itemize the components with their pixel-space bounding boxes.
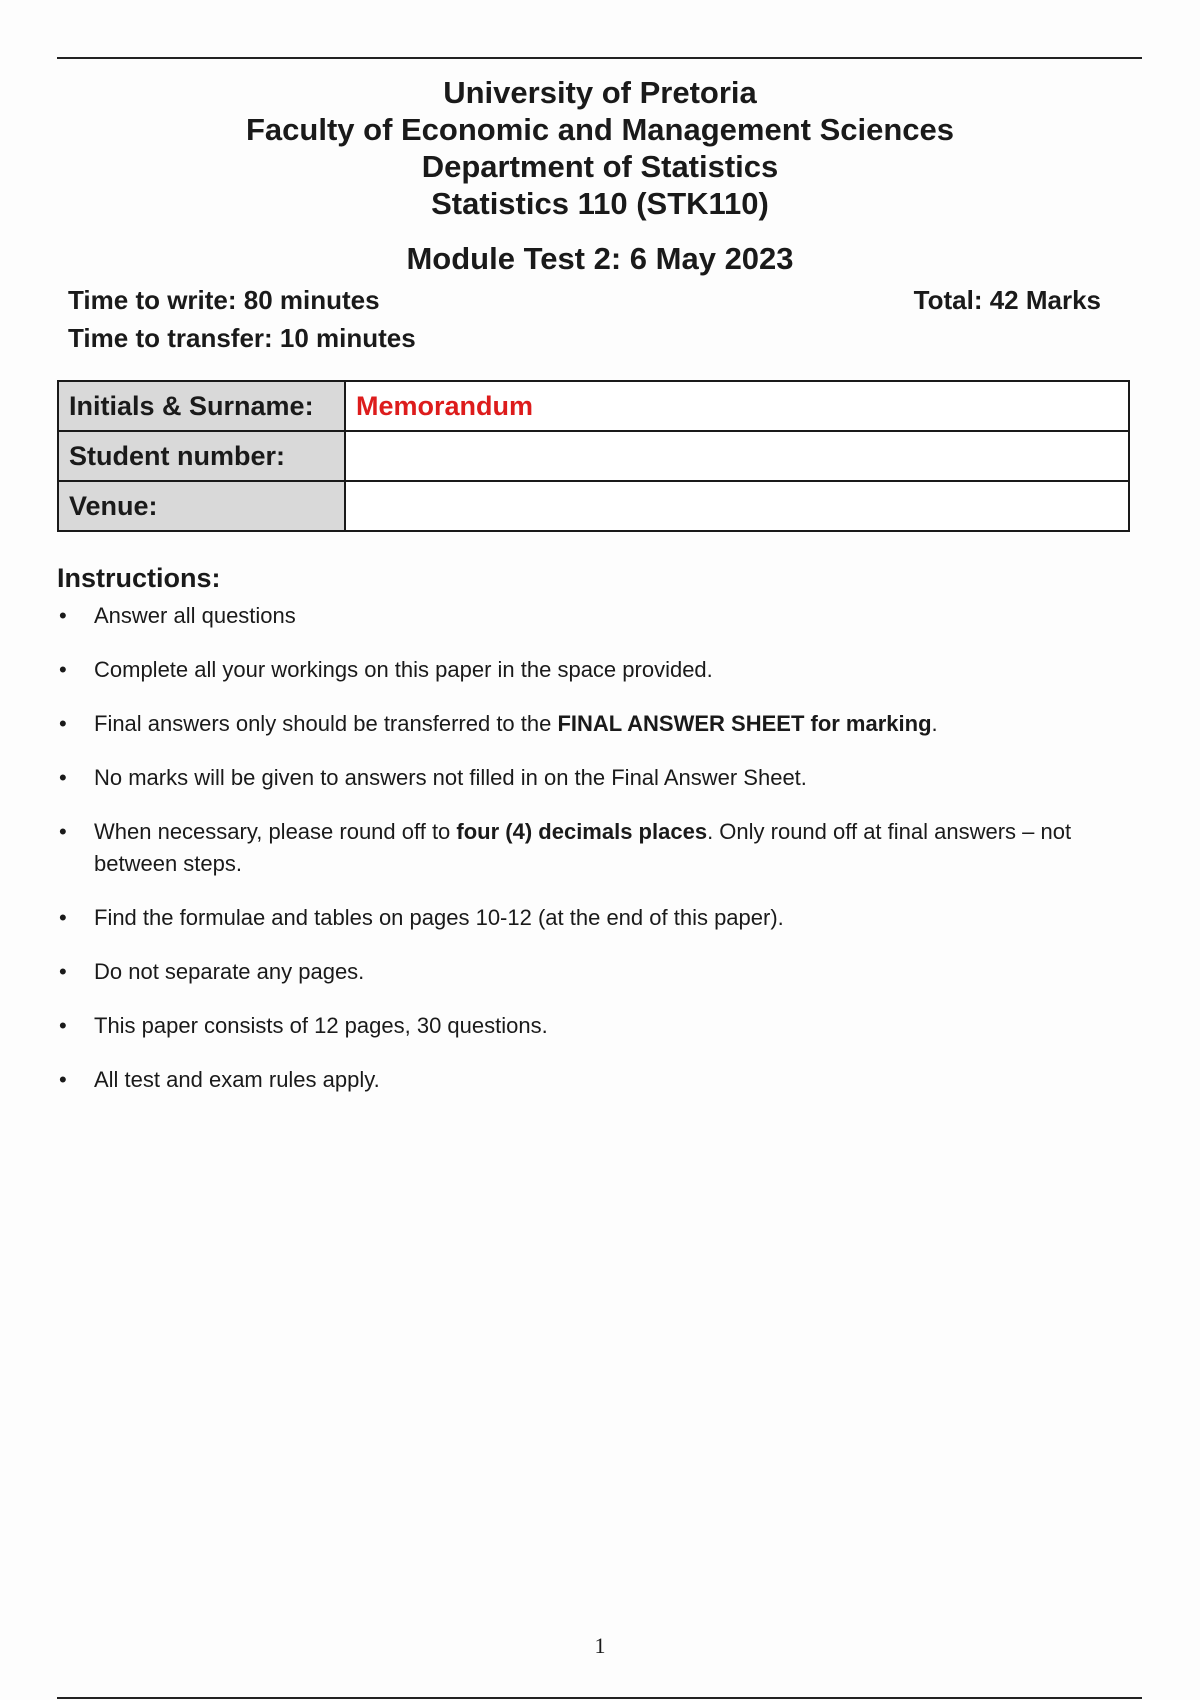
top-rule: [57, 57, 1142, 59]
document-header: [0, 74, 1200, 222]
instruction-text: This paper consists of 12 pages, 30 questions.: [94, 1013, 548, 1038]
instructions-heading: Instructions:: [57, 563, 221, 593]
instruction-text: Do not separate any pages.: [94, 959, 365, 984]
name-row: [58, 381, 1129, 431]
university-name: University of Pretoria: [443, 75, 757, 110]
bullet-icon: •: [59, 711, 67, 736]
faculty-name: Faculty of Economic and Management Sciences: [245, 112, 955, 147]
name-label: Initials & Surname:: [58, 381, 345, 431]
page-number: 1: [594, 1633, 606, 1658]
instruction-text: .: [931, 711, 938, 736]
instruction-emphasis: four (4) decimals places: [456, 819, 708, 844]
student-number-label: Student number:: [58, 431, 345, 481]
list-item: [57, 902, 1147, 934]
bullet-icon: •: [59, 603, 67, 628]
bottom-rule: [57, 1697, 1142, 1699]
list-item: [57, 600, 1147, 632]
instruction-emphasis: FINAL ANSWER SHEET for marking: [557, 711, 932, 736]
instruction-text: Complete all your workings on this paper in the space provided.: [94, 657, 713, 682]
list-item: [57, 816, 1147, 880]
bullet-icon: •: [59, 819, 67, 844]
time-info: [68, 281, 416, 357]
instruction-text: . Only round off at final answers – not between steps.: [94, 819, 1072, 876]
bullet-icon: •: [59, 1067, 67, 1092]
name-field[interactable]: Memorandum: [345, 381, 1129, 431]
list-item: [57, 708, 1147, 740]
bullet-icon: •: [59, 765, 67, 790]
department-name: Department of Statistics: [421, 149, 779, 184]
test-title: Module Test 2: 6 May 2023: [406, 241, 794, 276]
venue-row: [58, 481, 1129, 531]
bullet-icon: •: [59, 657, 67, 682]
venue-label: Venue:: [58, 481, 345, 531]
time-to-write: Time to write: 80 minutes: [68, 285, 380, 315]
instruction-text: All test and exam rules apply.: [94, 1067, 380, 1092]
course-name: Statistics 110 (STK110): [431, 186, 769, 221]
instruction-text: No marks will be given to answers not filled in on the Final Answer Sheet.: [94, 765, 807, 790]
total-marks: Total: 42 Marks: [913, 285, 1101, 315]
instruction-text: When necessary, please round off to: [94, 819, 457, 844]
instruction-text: Find the formulae and tables on pages 10-12 (at the end of this paper).: [94, 905, 784, 930]
venue-field[interactable]: [345, 481, 1129, 531]
instruction-text: Final answers only should be transferred to the: [94, 711, 558, 736]
student-number-row: [58, 431, 1129, 481]
instructions-list: [57, 600, 1147, 1118]
bullet-icon: •: [59, 959, 67, 984]
list-item: [57, 762, 1147, 794]
student-number-field[interactable]: [345, 431, 1129, 481]
list-item: [57, 1064, 1147, 1096]
time-to-transfer: Time to transfer: 10 minutes: [68, 323, 416, 353]
bullet-icon: •: [59, 1013, 67, 1038]
bullet-icon: •: [59, 905, 67, 930]
student-details-table: [57, 380, 1130, 532]
list-item: [57, 654, 1147, 686]
list-item: [57, 956, 1147, 988]
list-item: [57, 1010, 1147, 1042]
instruction-text: Answer all questions: [94, 603, 296, 628]
